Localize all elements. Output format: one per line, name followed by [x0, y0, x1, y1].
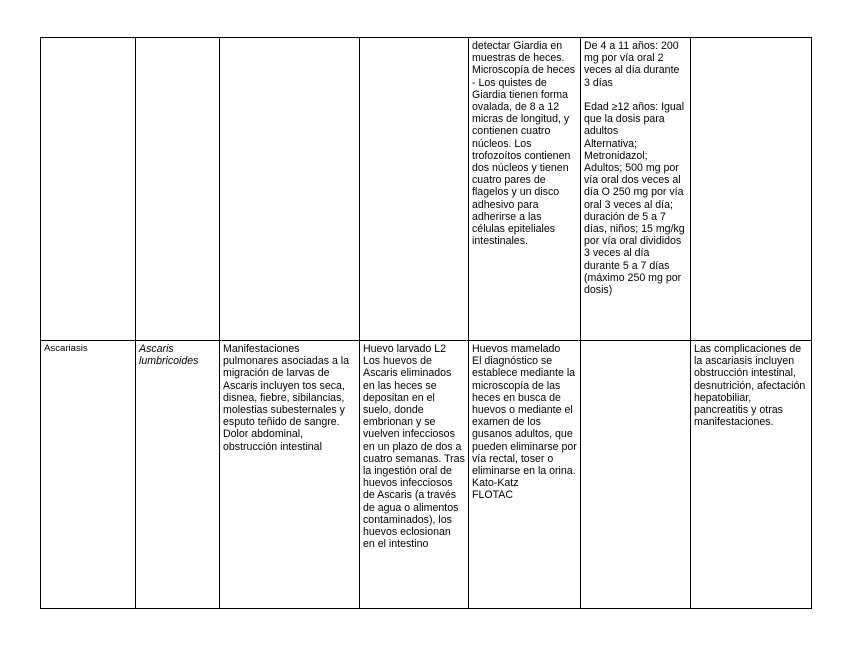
complications-cell: Las complicaciones de la ascariasis incluyen obstrucción intestinal, desnutrición, afectación hepatobiliar, pancreatitis y otras manifestaciones.	[691, 341, 812, 609]
diagnosis-cell: Huevos mamelado El diagnóstico se establece mediante la microscopía de las heces en busca de huevos o mediante el examen de los gusanos adultos, que pueden eliminarse por vía rectal, toser o eliminarse en la orina. Kato-Katz FLOTAC	[469, 341, 581, 609]
clinical-cell	[220, 38, 360, 341]
clinical-cell: Manifestaciones pulmonares asociadas a la migración de larvas de Ascaris incluyen tos seca, disnea, fiebre, sibilancias, molestias subesternales y esputo teñido de sangre. Dolor abdominal, obstrucción intestinal	[220, 341, 360, 609]
treatment-cell: De 4 a 11 años: 200 mg por vía oral 2 veces al día durante 3 días Edad ≥12 años: Igual que la dosis para adultos Alternativa; Metronidazol; Adultos; 500 mg por vía oral dos veces al día O 250 mg por vía oral 3 veces al día; duración de 5 a 7 días, niños; 15 mg/kg por vía oral divididos 3 veces al día durante 5 a 7 días (máximo 250 mg por dosis)	[581, 38, 691, 341]
disease-cell	[41, 38, 136, 341]
treatment-cell	[581, 341, 691, 609]
disease-cell: Ascariasis	[41, 341, 136, 609]
table-row	[41, 38, 812, 341]
complications-cell	[691, 38, 812, 341]
transmission-cell	[360, 38, 469, 341]
disease-table	[40, 37, 812, 609]
organism-cell	[136, 38, 220, 341]
transmission-cell: Huevo larvado L2 Los huevos de Ascaris eliminados en las heces se depositan en el suelo, donde embrionan y se vuelven infecciosos en un plazo de dos a cuatro semanas. Tras la ingestión oral de huevos infecciosos de Ascaris (a través de agua o alimentos contaminados), los huevos eclosionan en el intestino	[360, 341, 469, 609]
table-row	[41, 341, 812, 609]
diagnosis-cell: detectar Giardia en muestras de heces. Microscopía de heces - Los quistes de Giardia tienen forma ovalada, de 8 a 12 micras de longitud, y contienen cuatro núcleos. Los trofozoítos contienen dos núcleos y tienen cuatro pares de flagelos y un disco adhesivo para adherirse a las células epiteliales intestinales.	[469, 38, 581, 341]
organism-cell: Ascaris lumbricoides	[136, 341, 220, 609]
